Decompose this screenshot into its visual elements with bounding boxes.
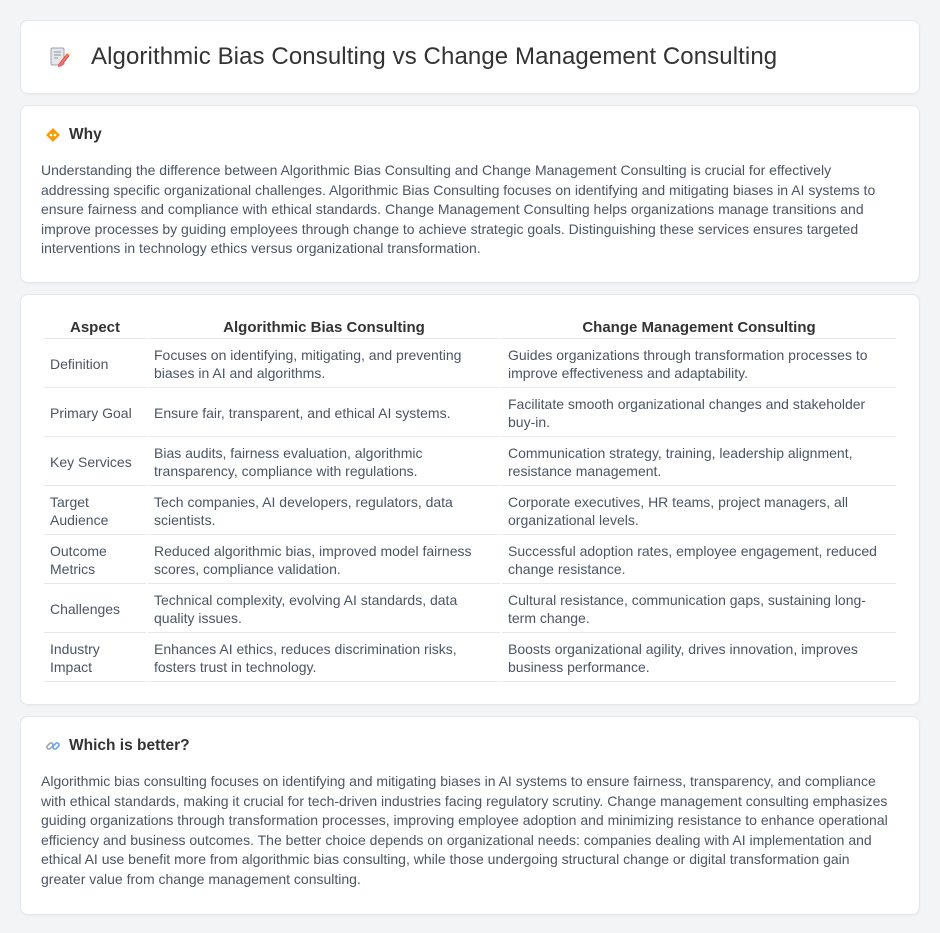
which-is-better-section bbox=[20, 716, 920, 915]
row-change-management: Communication strategy, training, leadership alignment, resistance management. bbox=[502, 439, 896, 486]
table-row bbox=[44, 390, 896, 437]
table-row bbox=[44, 635, 896, 682]
row-aspect: Target Audience bbox=[44, 488, 146, 535]
comparison-table bbox=[42, 315, 898, 684]
table-row bbox=[44, 439, 896, 486]
row-algorithmic-bias: Reduced algorithmic bias, improved model fairness scores, compliance validation. bbox=[148, 537, 500, 584]
row-aspect: Key Services bbox=[44, 439, 146, 486]
which-is-better-heading bbox=[44, 737, 899, 755]
why-text: Understanding the difference between Algorithmic Bias Consulting and Change Management Consulting is crucial for effectively addressing specific organizational challenges. Algorithmic Bias Consulting focuses on identifying and mitigating biases in AI systems to ensure fairness and compliance with ethical standards. Change Management Consulting helps organizations manage transitions and improve processes by guiding employees through change to achieve strategic goals. Distinguishing these services ensures targeted interventions in technology ethics versus organizational transformation. bbox=[41, 162, 876, 256]
document-edit-icon bbox=[47, 45, 71, 69]
table-row bbox=[44, 341, 896, 388]
table-row bbox=[44, 488, 896, 535]
row-change-management: Boosts organizational agility, drives innovation, improves business performance. bbox=[502, 635, 896, 682]
table-row bbox=[44, 586, 896, 633]
page-title: Algorithmic Bias Consulting vs Change Management Consulting bbox=[91, 43, 778, 70]
link-icon bbox=[44, 737, 62, 755]
table-row bbox=[44, 537, 896, 584]
header-card bbox=[20, 20, 920, 94]
row-algorithmic-bias: Enhances AI ethics, reduces discrimination risks, fosters trust in technology. bbox=[148, 635, 500, 682]
row-aspect: Industry Impact bbox=[44, 635, 146, 682]
row-change-management: Successful adoption rates, employee engagement, reduced change resistance. bbox=[502, 537, 896, 584]
row-change-management: Facilitate smooth organizational changes and stakeholder buy-in. bbox=[502, 390, 896, 437]
table-header-row bbox=[44, 317, 896, 339]
why-title: Why bbox=[69, 126, 102, 143]
why-section bbox=[20, 105, 920, 283]
row-aspect: Challenges bbox=[44, 586, 146, 633]
row-algorithmic-bias: Bias audits, fairness evaluation, algorithmic transparency, compliance with regulations. bbox=[148, 439, 500, 486]
row-algorithmic-bias: Tech companies, AI developers, regulators, data scientists. bbox=[148, 488, 500, 535]
column-header-change-management: Change Management Consulting bbox=[502, 317, 896, 339]
which-is-better-text: Algorithmic bias consulting focuses on identifying and mitigating biases in AI systems to ensure fairness, transparency, and compliance with ethical standards, making it crucial for tech-driven industries facing regulatory scrutiny. Change management consulting emphasizes guiding organizations through transformation processes, improving employee adoption and minimizing resistance to enhance operational efficiency and business outcomes. The better choice depends on organizational needs: companies dealing with AI implementation and ethical AI use benefit more from algorithmic bias consulting, while those undergoing structural change or digital transformation gain greater value from change management consulting. bbox=[41, 773, 888, 887]
row-aspect: Primary Goal bbox=[44, 390, 146, 437]
which-is-better-title: Which is better? bbox=[69, 737, 190, 754]
row-change-management: Cultural resistance, communication gaps, sustaining long-term change. bbox=[502, 586, 896, 633]
warning-diamond-icon bbox=[44, 126, 62, 144]
row-aspect: Definition bbox=[44, 341, 146, 388]
column-header-aspect: Aspect bbox=[44, 317, 146, 339]
row-change-management: Guides organizations through transformation processes to improve effectiveness and adaptability. bbox=[502, 341, 896, 388]
why-heading bbox=[44, 126, 899, 144]
row-aspect: Outcome Metrics bbox=[44, 537, 146, 584]
column-header-algorithmic-bias: Algorithmic Bias Consulting bbox=[148, 317, 500, 339]
row-algorithmic-bias: Technical complexity, evolving AI standards, data quality issues. bbox=[148, 586, 500, 633]
row-change-management: Corporate executives, HR teams, project managers, all organizational levels. bbox=[502, 488, 896, 535]
row-algorithmic-bias: Focuses on identifying, mitigating, and preventing biases in AI and algorithms. bbox=[148, 341, 500, 388]
row-algorithmic-bias: Ensure fair, transparent, and ethical AI systems. bbox=[148, 390, 500, 437]
comparison-table-card bbox=[20, 294, 920, 705]
